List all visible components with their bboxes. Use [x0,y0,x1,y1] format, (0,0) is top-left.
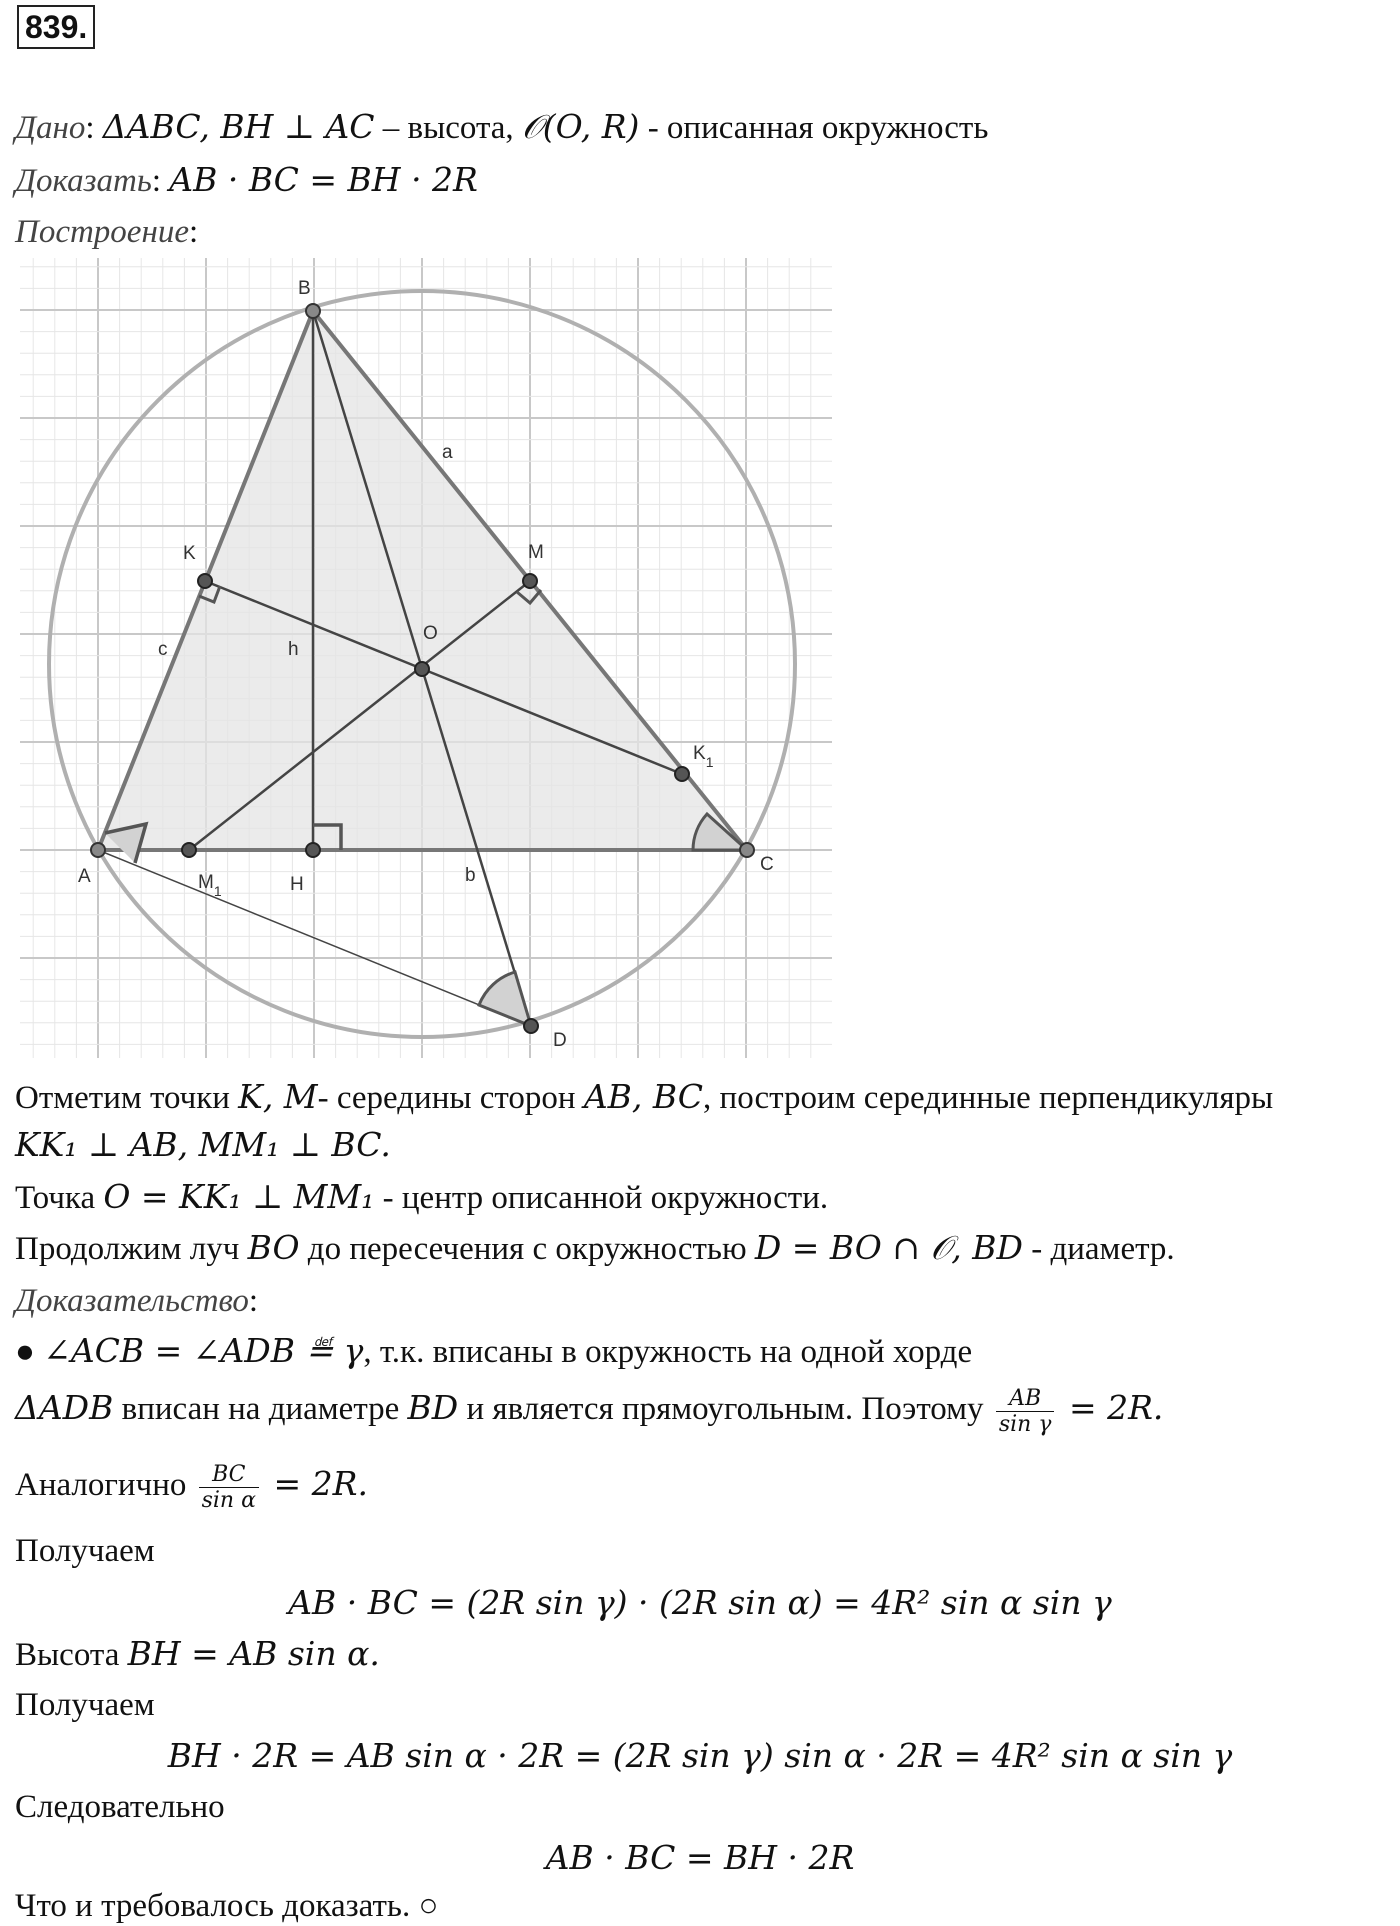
text-l9-b: BH = AB sin α. [127,1634,380,1673]
prove-line: Доказать: AB · BC = BH · 2R [15,160,478,199]
given-formula: ΔABC, BH ⊥ AC [102,107,375,146]
text-l1-b: K, M [238,1077,318,1116]
point-h [306,843,320,857]
point-b [306,304,320,318]
point-k1 [675,767,689,781]
point-o [415,662,429,676]
text-line-9 [15,1634,380,1675]
proof-line: Доказательство: [15,1283,259,1319]
label-a: A [78,866,91,887]
label-h: H [290,874,304,895]
given-circle: 𝒪(O, R) [521,107,640,146]
equation-2: BH · 2R = AB sin α · 2R = (2R sin γ) sin α · 2R = 4R² sin α sin γ [167,1736,1233,1775]
label-k1 [693,743,714,770]
construction-line: Построение: [15,214,199,250]
text-l1-e: , построим серединные перпендикуляры [703,1080,1274,1116]
point-d [524,1019,538,1033]
text-l6-b: вписан на диаметре [113,1391,408,1428]
text-line-10: Получаем [15,1687,155,1723]
label-side-c: c [158,639,168,660]
label-m1-main: M [198,872,214,893]
label-m1-sub: 1 [213,883,222,899]
fraction-den: sin α [201,1488,256,1513]
geometry-figure [0,258,840,1058]
text-l4-c: до пересечения с окружностью [299,1231,755,1267]
text-line-4 [15,1228,1175,1269]
text-line-2: KK₁ ⊥ AB, MM₁ ⊥ BC. [15,1125,391,1164]
given-line: Дано: ΔABC, BH ⊥ AC – высота, 𝒪(O, R) - описанная окружность [15,107,989,146]
text-l4-a: Продолжим луч [15,1231,248,1267]
label-height-h: h [288,639,299,660]
point-m [523,574,537,588]
fraction-bc-sin-alpha [199,1462,259,1513]
text-l4-b: BO [247,1228,300,1267]
text-line-11: Следовательно [15,1789,225,1825]
text-l3-a: Точка [15,1180,104,1216]
text-line-12: Что и требовалось доказать. ○ [15,1888,439,1924]
text-l9-a: Высота [15,1637,128,1673]
point-m1 [182,843,196,857]
label-c: C [760,854,774,875]
text-line-8: Получаем [15,1533,155,1569]
label-k: K [183,543,196,564]
text-l6-e: = 2R. [1058,1388,1164,1428]
text-line-6 [15,1386,1163,1437]
text-l3-b: O = KK₁ ⊥ MM₁ [103,1177,375,1216]
label-m: M [528,542,544,563]
prove-label: Доказать [15,163,152,199]
text-l5-b: ∠ACB = ∠ADB ≝ γ [43,1331,364,1370]
proof-label: Доказательство [15,1283,249,1319]
problem-number: 839. [17,5,95,49]
point-k [198,574,212,588]
text-line-7 [15,1462,368,1513]
text-l1-d: AB, BC [583,1077,704,1116]
text-l7-b: = 2R. [262,1464,368,1504]
text-line-3 [15,1177,828,1218]
text-l3-c: - центр описанной окружности. [374,1180,829,1216]
given-dash: – высота, [374,110,522,146]
point-c [740,843,754,857]
point-a [91,843,105,857]
construction-label: Построение [15,214,189,250]
text-l1-c: - середины сторон [317,1080,584,1116]
text-l4-e: - диаметр. [1022,1231,1175,1267]
text-line-1 [15,1077,1273,1118]
label-side-b: b [465,865,476,886]
text-l1-a: Отметим точки [15,1080,239,1116]
label-o: O [423,623,438,644]
text-l7-a: Аналогично [15,1467,195,1504]
equation-1: AB · BC = (2R sin γ) · (2R sin α) = 4R² sin α sin γ [288,1583,1112,1622]
label-d: D [553,1030,567,1051]
given-label: Дано [15,110,86,146]
label-b: B [298,278,311,299]
label-side-a: a [442,442,453,463]
fraction-ab-sin-gamma [996,1386,1055,1437]
given-text: - описанная окружность [639,110,989,146]
text-l5-c: , т.к. вписаны в окружность на одной хорде [363,1334,973,1370]
text-line-5 [15,1331,972,1372]
text-l5-a: ● [15,1334,44,1370]
prove-formula: AB · BC = BH · 2R [169,160,478,199]
text-l4-d: D = BO ∩ 𝒪, BD [754,1228,1023,1267]
fraction-num: BC [199,1462,259,1488]
label-k1-main: K [693,743,706,764]
equation-3: AB · BC = BH · 2R [545,1838,855,1877]
fraction-den: sin γ [998,1412,1052,1437]
text-l6-c: BD [407,1388,459,1428]
text-l6-d: и является прямоугольным. Поэтому [458,1391,992,1428]
fraction-num: AB [996,1386,1055,1412]
label-k1-sub: 1 [705,754,714,770]
text-l6-a: ΔADB [15,1388,114,1428]
